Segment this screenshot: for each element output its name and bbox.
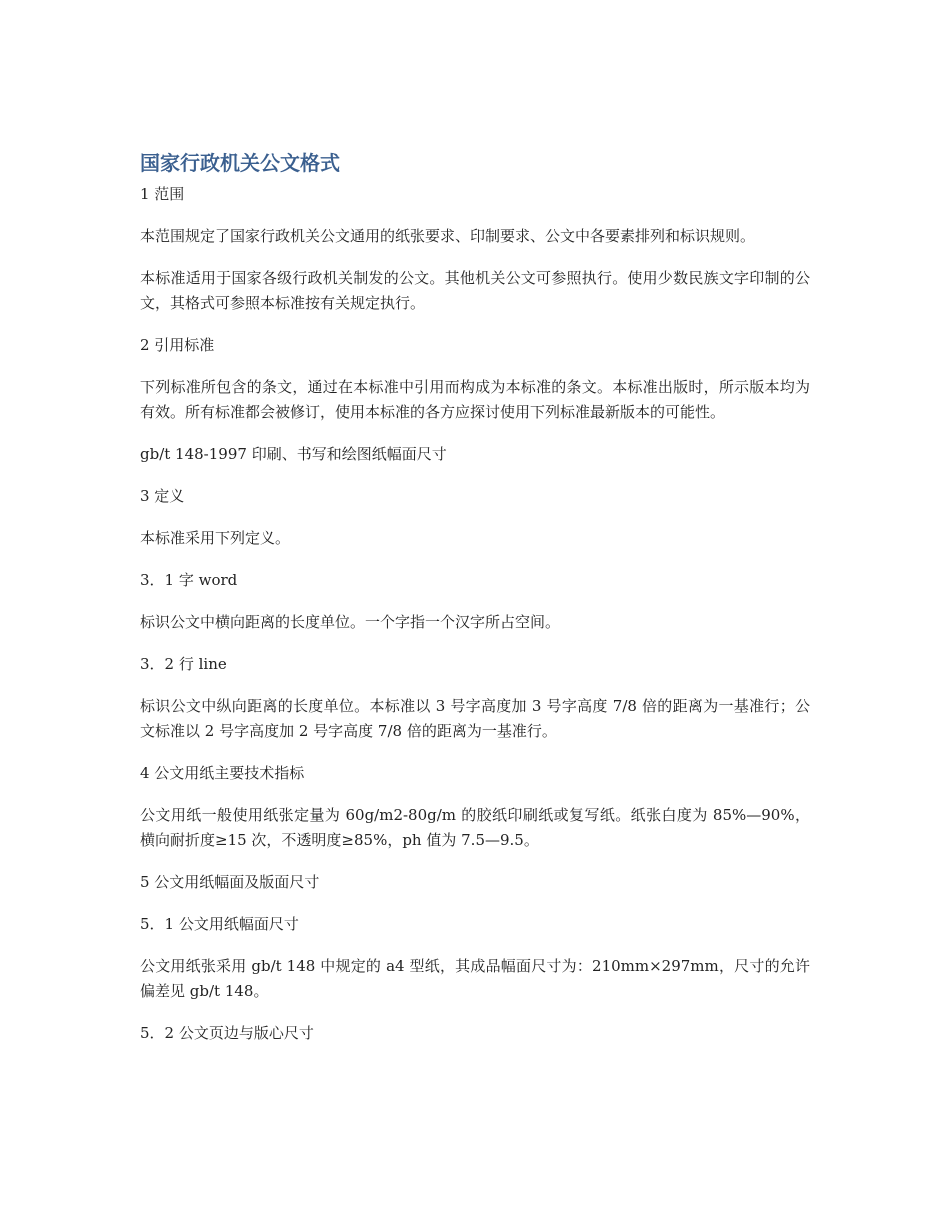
paragraph: 本标准适用于国家各级行政机关制发的公文。其他机关公文可参照执行。使用少数民族文字印制的公文，其格式可参照本标准按有关规定执行。 [140,269,810,312]
page-title: 国家行政机关公文格式 [140,151,340,175]
paragraph: 标识公文中纵向距离的长度单位。本标准以 3 号字高度加 3 号字高度 7/8 倍的距离为一基准行；公文标准以 2 号字高度加 2 号字高度 7/8 倍的距离为一基准行。 [140,697,810,740]
reference-item: gb/t 148-1997 印刷、书写和绘图纸幅面尺寸 [140,445,447,463]
paragraph: 下列标准所包含的条文，通过在本标准中引用而构成为本标准的条文。本标准出版时，所示版本均为有效。所有标准都会被修订，使用本标准的各方应探讨使用下列标准最新版本的可能性。 [140,378,810,421]
section-heading-scope: 1 范围 [140,185,185,203]
subsection-heading-word: 3．1 字 word [140,571,238,589]
subsection-heading-paper-size: 5．1 公文用纸幅面尺寸 [140,915,299,933]
section-heading-definitions: 3 定义 [140,487,185,505]
paragraph: 公文用纸张采用 gb/t 148 中规定的 a4 型纸，其成品幅面尺寸为：210mm×297mm，尺寸的允许偏差见 gb/t 148。 [140,957,810,1000]
paragraph: 公文用纸一般使用纸张定量为 60g/m2-80g/m 的胶纸印刷纸或复写纸。纸张白度为 85%—90%，横向耐折度≥15 次，不透明度≥85%，ph 值为 7.5—9.5。 [140,806,810,849]
section-heading-paper-size: 5 公文用纸幅面及版面尺寸 [140,873,320,891]
paragraph: 本范围规定了国家行政机关公文通用的纸张要求、印制要求、公文中各要素排列和标识规则。 [140,227,756,245]
subsection-heading-line: 3．2 行 line [140,655,227,673]
document-body [140,148,810,1063]
paragraph: 本标准采用下列定义。 [140,529,291,547]
section-heading-references: 2 引用标准 [140,336,215,354]
subsection-heading-margins: 5．2 公文页边与版心尺寸 [140,1024,314,1042]
paragraph: 标识公文中横向距离的长度单位。一个字指一个汉字所占空间。 [140,613,561,631]
section-heading-paper-specs: 4 公文用纸主要技术指标 [140,764,305,782]
